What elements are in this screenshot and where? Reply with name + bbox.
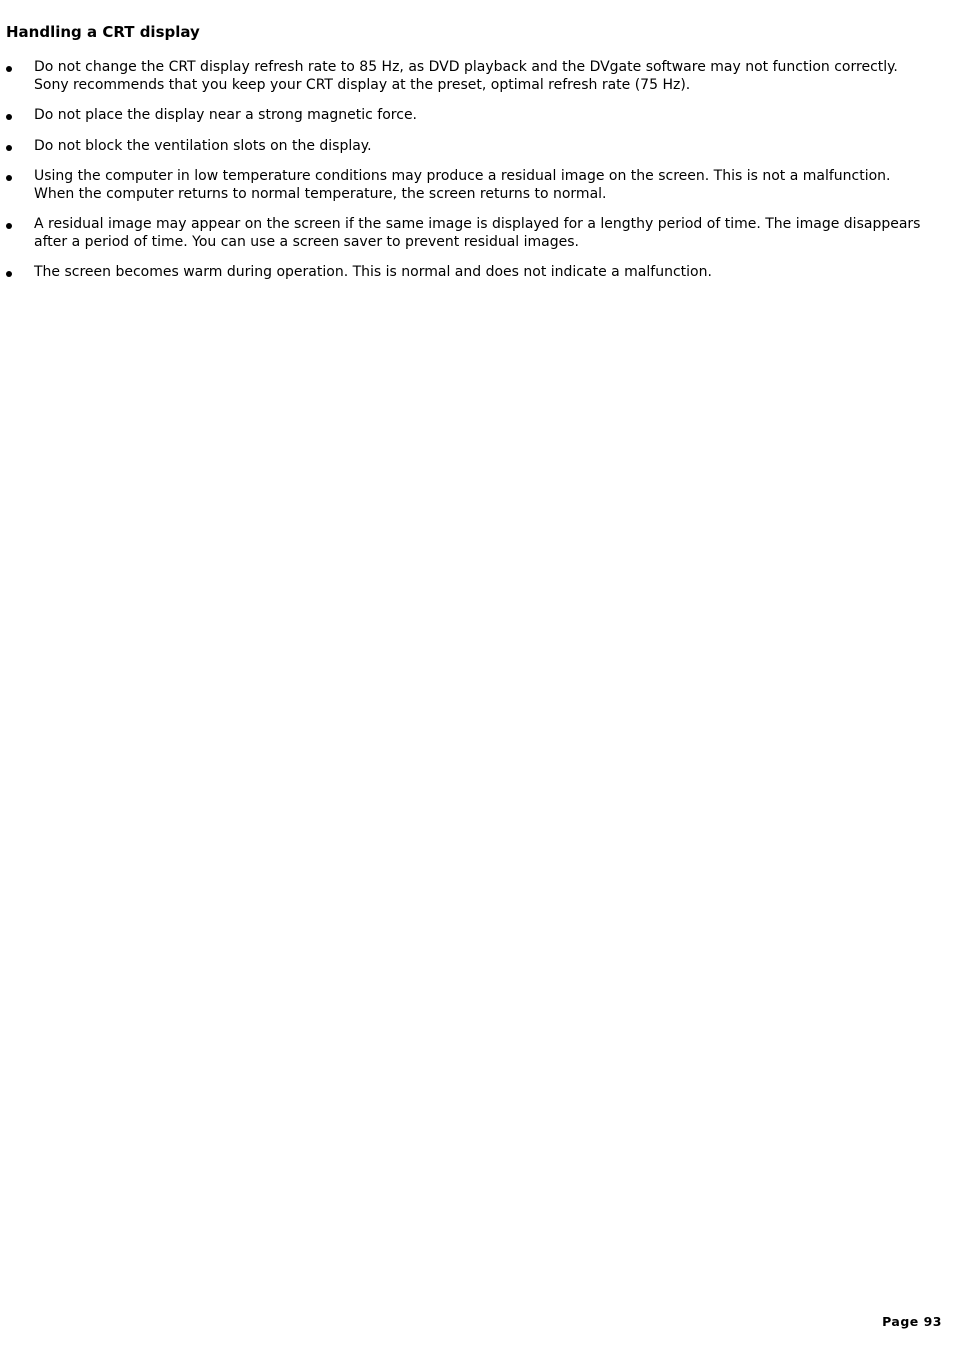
list-item-text: Do not place the display near a strong magnetic force. <box>34 107 418 123</box>
bullet-list <box>0 59 930 295</box>
list-item <box>0 264 930 282</box>
list-item-text: Do not change the CRT display refresh rate to 85 Hz, as DVD playback and the DVgate software may not function correctly. Sony recommends that you keep your CRT display at the preset, optimal refresh rate (75 Hz). <box>34 59 898 93</box>
bullet-icon <box>6 114 12 120</box>
list-item <box>0 59 930 94</box>
list-item <box>0 168 930 203</box>
bullet-icon <box>6 271 12 277</box>
page-title: Handling a CRT display <box>6 23 200 41</box>
list-item-text: The screen becomes warm during operation. This is normal and does not indicate a malfunction. <box>34 264 712 280</box>
bullet-icon <box>6 66 12 72</box>
list-item-text: Using the computer in low temperature conditions may produce a residual image on the screen. This is not a malfunction. When the computer returns to normal temperature, the screen returns to normal. <box>34 168 891 202</box>
page-number: Page 93 <box>882 1314 942 1329</box>
bullet-icon <box>6 145 12 151</box>
list-item <box>0 216 930 251</box>
list-item <box>0 138 930 156</box>
list-item-text: Do not block the ventilation slots on the display. <box>34 137 372 154</box>
list-item-text: A residual image may appear on the screen if the same image is displayed for a lengthy period of time. The image disappears after a period of time. You can use a screen saver to prevent residual images. <box>34 216 921 250</box>
bullet-icon <box>6 223 12 229</box>
bullet-icon <box>6 175 12 181</box>
list-item <box>0 107 930 125</box>
